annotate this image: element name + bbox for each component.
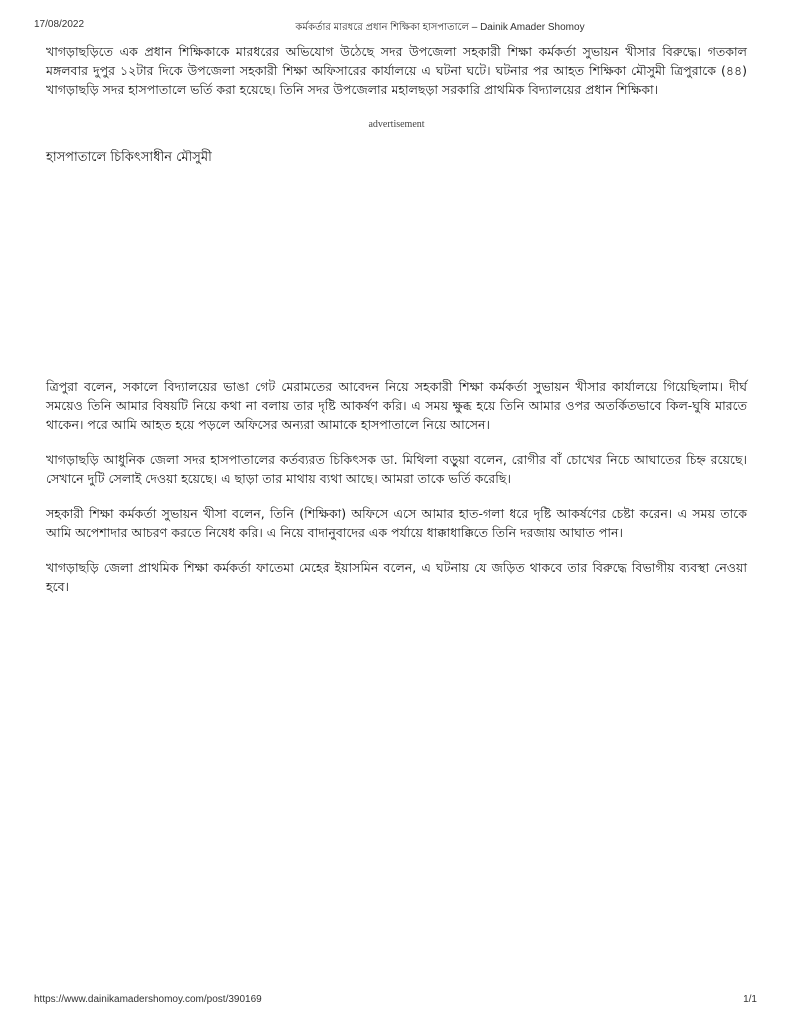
article-paragraph-4: খাগড়াছড়ি জেলা প্রাথমিক শিক্ষা কর্মকর্তা ফাতেমা মেহের ইয়াসমিন বলেন, এ ঘটনায় যে জড়িত থাকবে তার বিরুদ্ধে বিভাগীয় ব্যবস্থা নেওয়া হবে।	[46, 560, 747, 594]
page-url-link[interactable]: https://www.dainikamadershomoy.com/post/390169	[34, 994, 262, 1005]
page-title: কর্মকর্তার মারধরে প্রধান শিক্ষিকা হাসপাতালে – Dainik Amader Shomoy	[295, 22, 585, 33]
article-paragraph-1: ত্রিপুরা বলেন, সকালে বিদ্যালয়ের ভাঙা গেট মেরামতের আবেদন নিয়ে সহকারী শিক্ষা কর্মকর্তা সুভায়ন খীসার কার্যালয়ে গিয়েছিলাম। দীর্ঘ সময়েও তিনি আমার বিষয়টি নিয়ে কথা না বলায় তার দৃষ্টি আকর্ষণ করি। এ সময় ক্ষুব্ধ হয়ে তিনি আমার ওপর অতর্কিতভাবে কিল-ঘুষি মারতে থাকেন। পরে আমি আহত হয়ে পড়লে অফিসের অন্যরা আমাকে হাসপাতালে নিয়ে আসেন।	[46, 379, 747, 432]
print-date: 17/08/2022	[34, 19, 85, 30]
article-paragraph-3: সহকারী শিক্ষা কর্মকর্তা সুভায়ন খীসা বলেন, তিনি (শিক্ষিকা) অফিসে এসে আমার হাত-গলা ধরে দৃষ্টি আকর্ষণের চেষ্টা করেন। এ সময় তাকে আমি অপেশাদার আচরণ করতে নিষেধ করি। এ নিয়ে বাদানুবাদের এক পর্যায়ে ধাক্কাধাক্কিতে তিনি দরজায় আঘাত পান।	[46, 506, 747, 540]
article-intro: খাগড়াছড়িতে এক প্রধান শিক্ষিকাকে মারধরের অভিযোগ উঠেছে সদর উপজেলা সহকারী শিক্ষা কর্মকর্তা সুভায়ন খীসার বিরুদ্ধে। গতকাল মঙ্গলবার দুপুর ১২টার দিকে উপজেলা সহকারী শিক্ষা অফিসারের কার্যালয়ে এ ঘটনা ঘটে। ঘটনার পর আহত শিক্ষিকা মৌসুমী ত্রিপুরাকে (৪৪) খাগড়াছড়ি সদর হাসপাতালে ভর্তি করা হয়েছে। তিনি সদর উপজেলার মহালছড়া সরকারি প্রাথমিক বিদ্যালয়ের প্রধান শিক্ষিকা।	[46, 44, 747, 97]
page-number: 1/1	[743, 994, 757, 1005]
advertisement-label: advertisement	[368, 119, 425, 130]
article-subheading: হাসপাতালে চিকিৎসাধীন মৌসুমী	[46, 150, 212, 165]
advertisement-space	[46, 169, 747, 377]
article-paragraph-2: খাগড়াছড়ি আধুনিক জেলা সদর হাসপাতালের কর্তব্যরত চিকিৎসক ডা. মিথিলা বড়ুয়া বলেন, রোগীর বাঁ চোখের নিচে আঘাতের চিহ্ন রয়েছে। সেখানে দুটি সেলাই দেওয়া হয়েছে। এ ছাড়া তার মাথায় ব্যথা আছে। আমরা তাকে ভর্তি করেছি।	[46, 452, 747, 486]
article-body	[46, 42, 747, 612]
